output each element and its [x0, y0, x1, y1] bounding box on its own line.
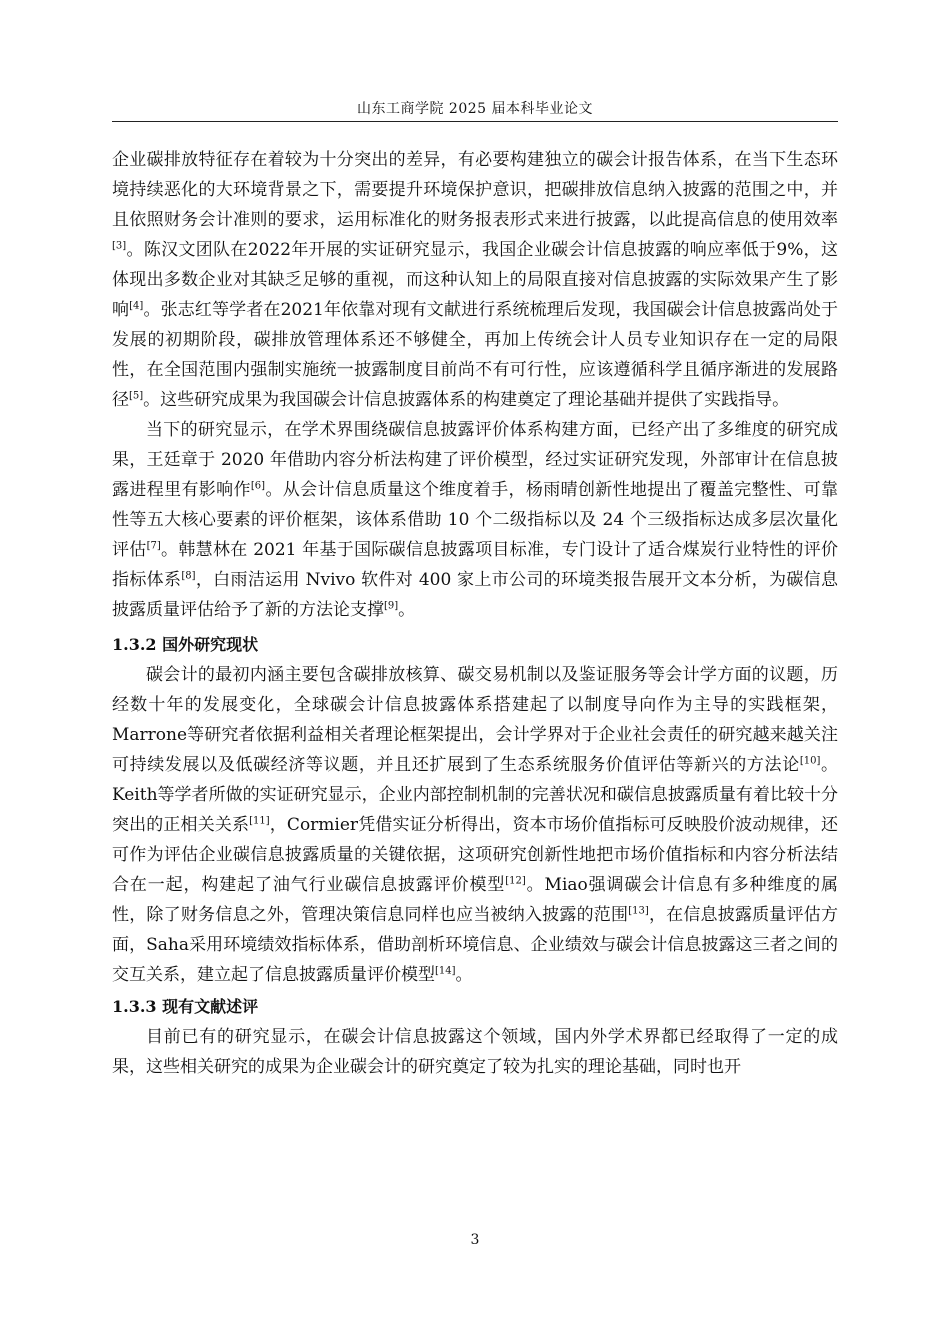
- citation-marker: [6]: [250, 480, 266, 492]
- citation-marker: [8]: [181, 570, 196, 582]
- paragraph-4: 目前已有的研究显示，在碳会计信息披露这个领域，国内外学术界都已经取得了一定的成果，这些相关研究的成果为企业碳会计的研究奠定了较为扎实的理论基础，同时也开: [112, 1027, 838, 1077]
- citation-marker: [14]: [435, 965, 456, 977]
- citation-marker: [12]: [505, 875, 526, 887]
- citation-marker: [10]: [799, 755, 821, 767]
- body-content: [112, 145, 838, 1082]
- citation-marker: [4]: [129, 300, 144, 312]
- citation-marker: [11]: [249, 815, 270, 827]
- header-rule: [112, 121, 838, 122]
- citation-marker: [7]: [146, 540, 161, 552]
- citation-marker: [9]: [384, 600, 399, 612]
- paragraph-2: 当下的研究显示，在学术界围绕碳信息披露评价体系构建方面，已经产出了多维度的研究成果，王廷章于 2020 年借助内容分析法构建了评价模型，经过实证研究发现，外部审计在信息披露进程里有影响作[6]。从会计信息质量这个维度着手，杨雨晴创新性地提出了覆盖完整性、可靠性等五大核心要素的评价框架，该体系借助 10 个二级指标以及 24 个三级指标达成多层次量化评估[7]。韩慧林在 2021 年基于国际碳信息披露项目标准，专门设计了适合煤炭行业特性的评价指标体系[8]，白雨洁运用 Nvivo 软件对 400 家上市公司的环境类报告展开文本分析，为碳信息披露质量评估给予了新的方法论支撑[9]。: [112, 420, 839, 620]
- running-header: 山东工商学院 2025 届本科毕业论文: [356, 101, 594, 117]
- citation-marker: [5]: [129, 390, 144, 402]
- page-number: 3: [470, 1232, 480, 1248]
- citation-marker: [13]: [628, 905, 649, 917]
- section-heading-foreign-research: 1.3.2 国外研究现状: [112, 635, 259, 654]
- paragraph-3: 碳会计的最初内涵主要包含碳排放核算、碳交易机制以及鉴证服务等会计学方面的议题，历经数十年的发展变化，全球碳会计信息披露体系搭建起了以制度导向作为主导的实践框架，Marrone等研究者依据利益相关者理论框架提出，会计学界对于企业社会责任的研究越来越关注可持续发展以及低碳经济等议题，并且还扩展到了生态系统服务价值评估等新兴的方法论[10]。Keith等学者所做的实证研究显示，企业内部控制机制的完善状况和碳信息披露质量有着比较十分突出的正相关关系[11]，Cormier凭借实证分析得出，资本市场价值指标可反映股价波动规律，还可作为评估企业碳信息披露质量的关键依据，这项研究创新性地把市场价值指标和内容分析法结合在一起，构建起了油气行业碳信息披露评价模型[12]。Miao强调碳会计信息有多种维度的属性，除了财务信息之外，管理决策信息同样也应当被纳入披露的范围[13]，在信息披露质量评估方面，Saha采用环境绩效指标体系，借助剖析环境信息、企业绩效与碳会计信息披露这三者之间的交互关系，建立起了信息披露质量评价模型[14]。: [112, 665, 839, 985]
- paragraph-1: 企业碳排放特征存在着较为十分突出的差异，有必要构建独立的碳会计报告体系，在当下生态环境持续恶化的大环境背景之下，需要提升环境保护意识，把碳排放信息纳入披露的范围之中，并且依照财务会计准则的要求，运用标准化的财务报表形式来进行披露，以此提高信息的使用效率[3]。陈汉文团队在2022年开展的实证研究显示，我国企业碳会计信息披露的响应率低于9%，这体现出多数企业对其缺乏足够的重视，而这种认知上的局限直接对信息披露的实际效果产生了影响[4]。张志红等学者在2021年依靠对现有文献进行系统梳理后发现，我国碳会计信息披露尚处于发展的初期阶段，碳排放管理体系还不够健全，再加上传统会计人员专业知识存在一定的局限性，在全国范围内强制实施统一披露制度目前尚不有可行性，应该遵循科学且循序渐进的发展路径[5]。这些研究成果为我国碳会计信息披露体系的构建奠定了理论基础并提供了实践指导。: [112, 150, 838, 410]
- section-heading-literature-review: 1.3.3 现有文献述评: [112, 997, 259, 1016]
- citation-marker: [3]: [112, 240, 127, 252]
